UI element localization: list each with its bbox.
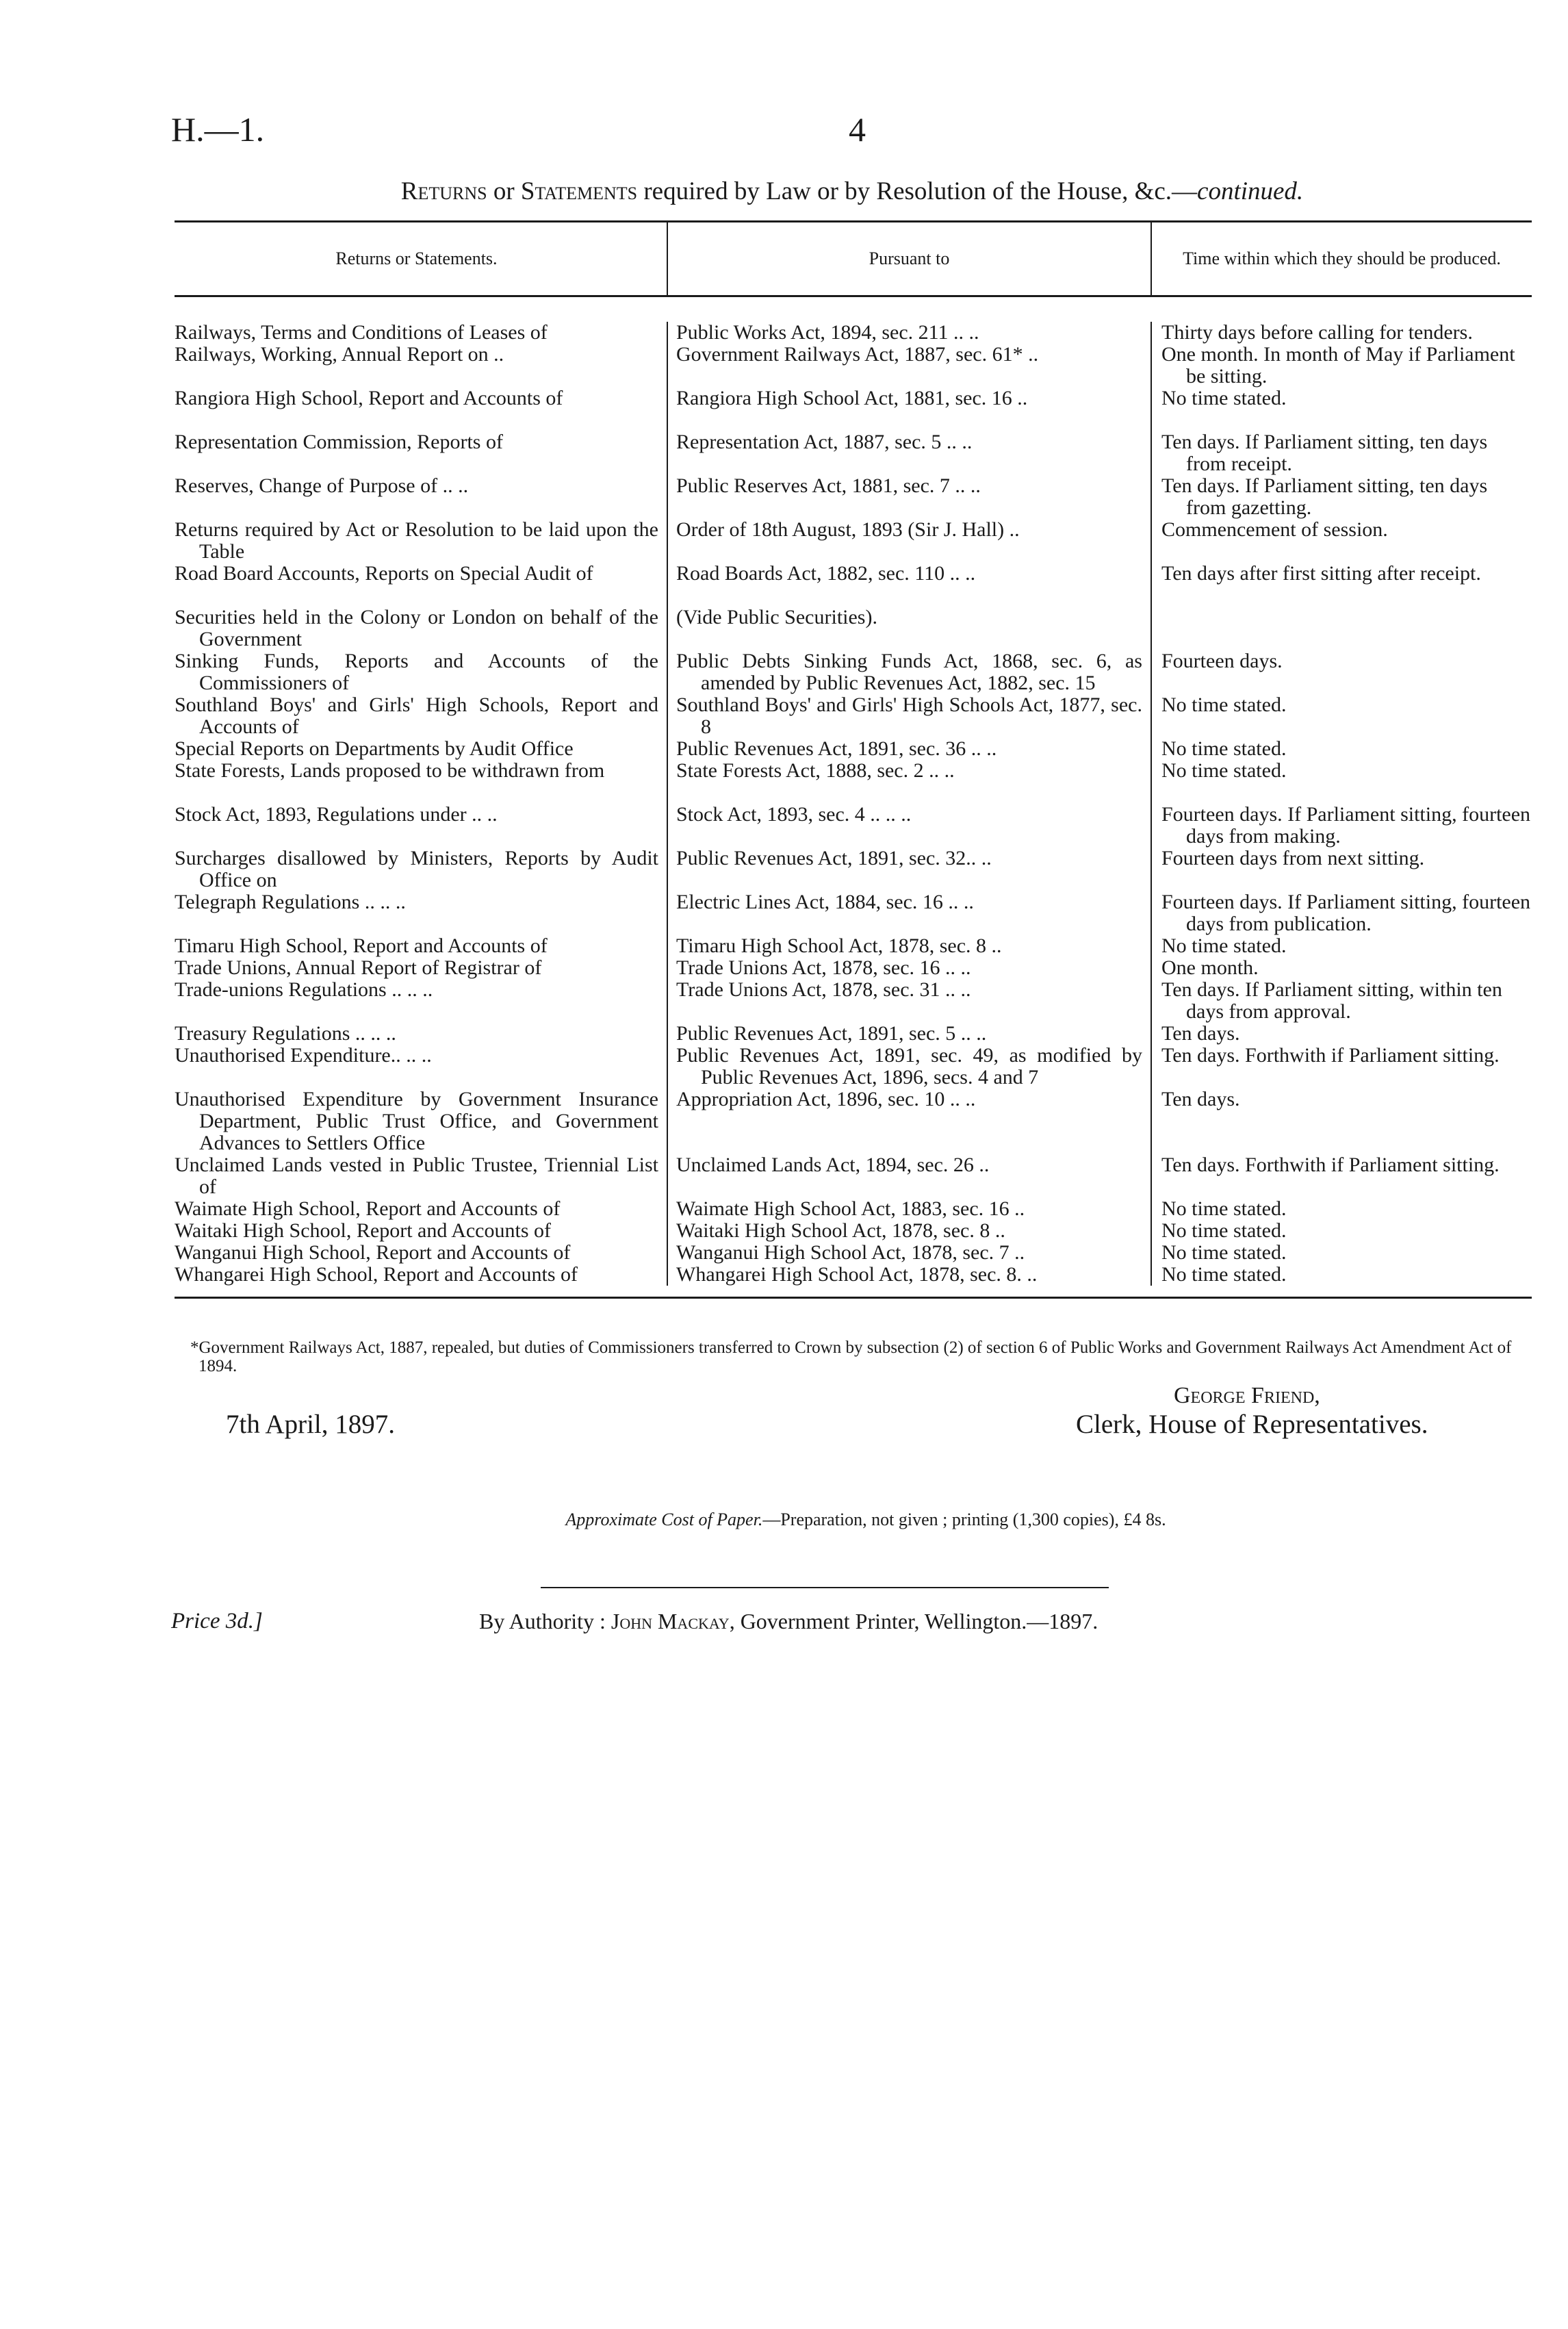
column-header-returns: Returns or Statements. — [335, 249, 498, 268]
cell-pursuant: Road Boards Act, 1882, sec. 110 .. .. — [667, 563, 1151, 607]
cell-pursuant: Stock Act, 1893, sec. 4 .. .. .. — [667, 804, 1151, 848]
footnote: *Government Railways Act, 1887, repealed, but duties of Commissioners transferred to Crown by subsection (2) of section 6 of Public Works and Government Railways Act Amendment Act of 1894. — [190, 1338, 1512, 1375]
cell-time: Fourteen days. If Parliament sitting, fourteen days from making. — [1151, 804, 1532, 848]
cell-time: No time stated. — [1151, 1264, 1532, 1286]
authority-prefix: By Authority : — [479, 1609, 611, 1633]
cell-time: Ten days. Forthwith if Parliament sitting. — [1151, 1045, 1532, 1089]
cell-return: Special Reports on Departments by Audit Office — [175, 737, 574, 760]
cell-pursuant: Waitaki High School Act, 1878, sec. 8 .. — [667, 1220, 1151, 1242]
title-continued: continued. — [1197, 177, 1304, 205]
cell-pursuant: Whangarei High School Act, 1878, sec. 8. .. — [667, 1264, 1151, 1286]
table-row — [175, 475, 1532, 519]
cell-pursuant: Southland Boys' and Girls' High Schools Act, 1877, sec. 8 — [667, 694, 1151, 738]
cell-time: Thirty days before calling for tenders. — [1151, 322, 1532, 344]
cell-return: Surcharges disallowed by Ministers, Reports by Audit Office on — [175, 847, 658, 891]
cell-pursuant: Public Debts Sinking Funds Act, 1868, sec. 6, as amended by Public Revenues Act, 1882, sec. 15 — [667, 650, 1151, 694]
cell-pursuant: Order of 18th August, 1893 (Sir J. Hall) .. — [667, 519, 1151, 563]
cell-pursuant: Public Works Act, 1894, sec. 211 .. .. — [667, 322, 1151, 344]
cell-pursuant: Government Railways Act, 1887, sec. 61* .. — [667, 344, 1151, 387]
cell-time: No time stated. — [1151, 1198, 1532, 1220]
table-row — [175, 848, 1532, 891]
cost-label: Approximate Cost of Paper. — [565, 1510, 763, 1529]
table-header — [175, 222, 1532, 297]
cell-time: Ten days. Forthwith if Parliament sitting. — [1151, 1154, 1532, 1198]
cell-pursuant: Wanganui High School Act, 1878, sec. 7 .. — [667, 1242, 1151, 1264]
cell-pursuant: Rangiora High School Act, 1881, sec. 16 .. — [667, 387, 1151, 431]
cell-time: No time stated. — [1151, 387, 1532, 431]
title-returns: Returns — [400, 177, 487, 205]
cell-return: Waimate High School, Report and Accounts of — [175, 1197, 561, 1220]
cell-time: No time stated. — [1151, 1242, 1532, 1264]
cell-return: Trade Unions, Annual Report of Registrar of — [175, 956, 542, 979]
cell-time: No time stated. — [1151, 694, 1532, 738]
cell-return: Unauthorised Expenditure.. .. .. — [175, 1044, 432, 1067]
table-row — [175, 935, 1532, 957]
cell-time: One month. — [1151, 957, 1532, 979]
table-row — [175, 1264, 1532, 1286]
printer-name: John Mackay — [611, 1609, 730, 1633]
table-row — [175, 322, 1532, 344]
cell-return: Railways, Terms and Conditions of Leases of — [175, 321, 548, 344]
table-row — [175, 1242, 1532, 1264]
cost-text: —Preparation, not given ; printing (1,300 copies), £4 8s. — [762, 1510, 1166, 1529]
cell-pursuant: Trade Unions Act, 1878, sec. 31 .. .. — [667, 979, 1151, 1023]
cell-return: Treasury Regulations .. .. .. — [175, 1022, 396, 1045]
table-row — [175, 1198, 1532, 1220]
cell-time: No time stated. — [1151, 738, 1532, 760]
table-row — [175, 891, 1532, 935]
table-row — [175, 1023, 1532, 1045]
cell-pursuant: State Forests Act, 1888, sec. 2 .. .. — [667, 760, 1151, 804]
table-row — [175, 519, 1532, 563]
cost-note — [171, 1510, 1560, 1530]
cell-pursuant: Timaru High School Act, 1878, sec. 8 .. — [667, 935, 1151, 957]
price: Price 3d.] — [171, 1609, 263, 1633]
signature-date: 7th April, 1897. — [226, 1410, 396, 1439]
table-row — [175, 760, 1532, 804]
cell-return: Representation Commission, Reports of — [175, 431, 503, 453]
cell-return: Railways, Working, Annual Report on .. — [175, 343, 504, 366]
cell-time: Fourteen days from next sitting. — [1151, 848, 1532, 891]
authority-suffix: , Government Printer, Wellington.—1897. — [729, 1609, 1098, 1633]
title-statements: Statements — [520, 177, 638, 205]
cell-return: State Forests, Lands proposed to be withdrawn from — [175, 759, 605, 782]
table-row — [175, 1089, 1532, 1154]
cell-return: Waitaki High School, Report and Accounts of — [175, 1219, 551, 1242]
cell-return: Reserves, Change of Purpose of .. .. — [175, 474, 469, 497]
title-rest: required by Law or by Resolution of the House, &c.— — [637, 177, 1198, 205]
cell-return: Wanganui High School, Report and Accounts of — [175, 1241, 571, 1264]
cell-pursuant: Electric Lines Act, 1884, sec. 16 .. .. — [667, 891, 1151, 935]
column-header-pursuant: Pursuant to — [667, 222, 1151, 295]
cell-time: No time stated. — [1151, 935, 1532, 957]
page-number: 4 — [849, 110, 866, 149]
column-header-time: Time within which they should be produced. — [1151, 222, 1532, 295]
cell-return: Telegraph Regulations .. .. .. — [175, 891, 406, 913]
table-row — [175, 979, 1532, 1023]
signer-title: Clerk, House of Representatives. — [1076, 1410, 1428, 1439]
returns-table — [175, 220, 1532, 1299]
cell-pursuant: (Vide Public Securities). — [667, 607, 1151, 650]
cell-pursuant: Public Revenues Act, 1891, sec. 36 .. .. — [667, 738, 1151, 760]
table-row — [175, 650, 1532, 694]
cell-return: Stock Act, 1893, Regulations under .. .. — [175, 803, 498, 826]
cell-return: Southland Boys' and Girls' High Schools, Report and Accounts of — [175, 693, 658, 738]
table-row — [175, 804, 1532, 848]
signer-name: George Friend, — [1174, 1383, 1320, 1408]
cell-pursuant: Unclaimed Lands Act, 1894, sec. 26 .. — [667, 1154, 1151, 1198]
cell-return: Whangarei High School, Report and Accounts of — [175, 1263, 578, 1286]
table-body — [175, 297, 1532, 1299]
cell-time: Ten days. — [1151, 1089, 1532, 1154]
cell-time: No time stated. — [1151, 1220, 1532, 1242]
cell-pursuant: Representation Act, 1887, sec. 5 .. .. — [667, 431, 1151, 475]
cell-time: Ten days after first sitting after receipt. — [1151, 563, 1532, 607]
cell-return: Rangiora High School, Report and Accounts of — [175, 387, 563, 409]
table-row — [175, 1154, 1532, 1198]
imprint-rule — [541, 1587, 1109, 1588]
table-row — [175, 1045, 1532, 1089]
table-row — [175, 607, 1532, 650]
cell-return: Timaru High School, Report and Accounts of — [175, 934, 548, 957]
cell-time: Fourteen days. — [1151, 650, 1532, 694]
cell-pursuant: Trade Unions Act, 1878, sec. 16 .. .. — [667, 957, 1151, 979]
table-row — [175, 1220, 1532, 1242]
cell-time: One month. In month of May if Parliament be sitting. — [1151, 344, 1532, 387]
cell-time: Ten days. If Parliament sitting, ten days from receipt. — [1151, 431, 1532, 475]
cell-time: Ten days. If Parliament sitting, ten days from gazetting. — [1151, 475, 1532, 519]
cell-time: Commencement of session. — [1151, 519, 1532, 563]
cell-pursuant: Public Revenues Act, 1891, sec. 49, as modified by Public Revenues Act, 1896, secs. 4 and 7 — [667, 1045, 1151, 1089]
cell-return: Road Board Accounts, Reports on Special Audit of — [175, 562, 593, 585]
cell-return: Trade-unions Regulations .. .. .. — [175, 978, 433, 1001]
table-row — [175, 563, 1532, 607]
cell-time: Fourteen days. If Parliament sitting, fourteen days from publication. — [1151, 891, 1532, 935]
table-row — [175, 957, 1532, 979]
cell-pursuant: Waimate High School Act, 1883, sec. 16 .. — [667, 1198, 1151, 1220]
title-or: or — [487, 177, 521, 205]
table-row — [175, 431, 1532, 475]
table-row — [175, 738, 1532, 760]
cell-pursuant: Public Revenues Act, 1891, sec. 32.. .. — [667, 848, 1151, 891]
cell-time: No time stated. — [1151, 760, 1532, 804]
printer-authority — [479, 1609, 1098, 1634]
cell-pursuant: Public Revenues Act, 1891, sec. 5 .. .. — [667, 1023, 1151, 1045]
cell-time: Ten days. — [1151, 1023, 1532, 1045]
page-title — [171, 177, 1533, 206]
cell-return: Returns required by Act or Resolution to be laid upon the Table — [175, 518, 658, 563]
table-row — [175, 344, 1532, 387]
cell-return: Securities held in the Colony or London on behalf of the Government — [175, 606, 658, 650]
page-id: H.—1. — [171, 110, 265, 149]
cell-time: Ten days. If Parliament sitting, within ten days from approval. — [1151, 979, 1532, 1023]
cell-pursuant: Public Reserves Act, 1881, sec. 7 .. .. — [667, 475, 1151, 519]
cell-return: Sinking Funds, Reports and Accounts of the Commissioners of — [175, 650, 658, 694]
cell-time — [1151, 607, 1532, 650]
cell-return: Unauthorised Expenditure by Government Insurance Department, Public Trust Office, and Government Advances to Settlers Office — [175, 1088, 658, 1154]
table-row — [175, 387, 1532, 431]
cell-return: Unclaimed Lands vested in Public Trustee, Triennial List of — [175, 1154, 658, 1198]
table-row — [175, 694, 1532, 738]
cell-pursuant: Appropriation Act, 1896, sec. 10 .. .. — [667, 1089, 1151, 1154]
